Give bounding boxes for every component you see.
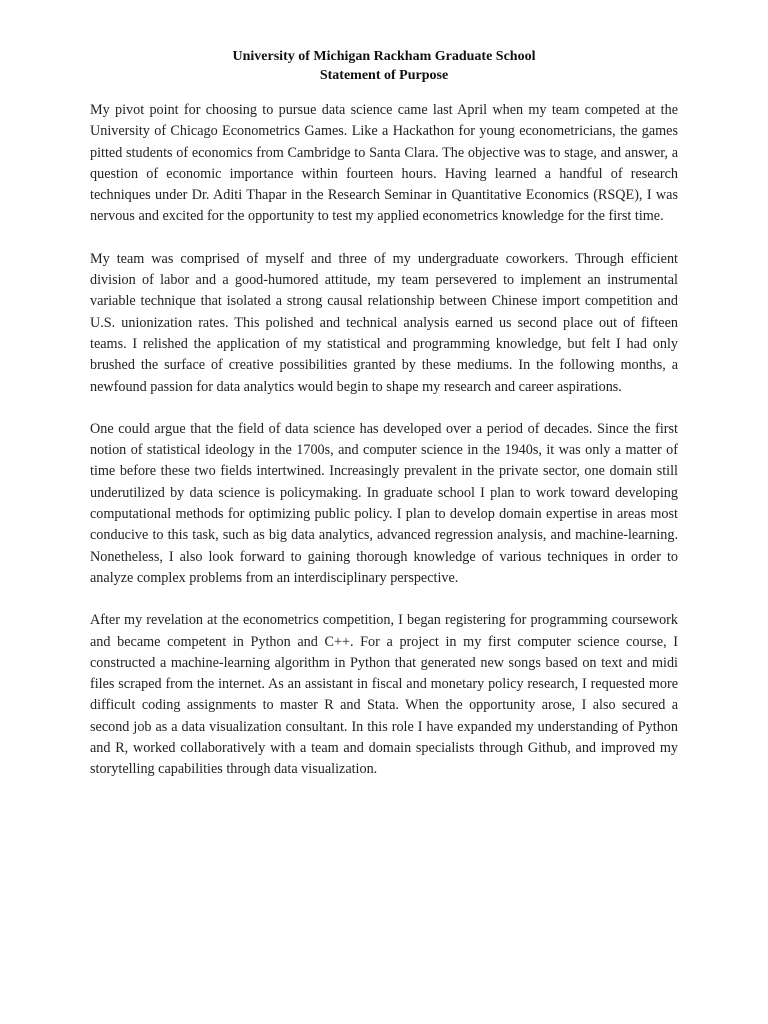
title-block xyxy=(90,47,678,85)
document-body xyxy=(90,100,678,802)
paragraph-1: My pivot point for choosing to pursue data science came last April when my team competed at the University of Chicago Econometrics Games. Like a Hackathon for young econometricians, the games pitted students of economics from Cambridge to Santa Clara. The objective was to stage, and answer, a question of economic importance within fourteen hours. Having learned a handful of research techniques under Dr. Aditi Thapar in the Research Seminar in Quantitative Economics (RSQE), I was nervous and excited for the opportunity to test my applied econometrics knowledge for the first time. xyxy=(90,102,678,225)
document-title: University of Michigan Rackham Graduate School xyxy=(232,49,536,64)
paragraph-2: My team was comprised of myself and three of my undergraduate coworkers. Through efficient division of labor and a good-humored attitude, my team persevered to implement an instrumental variable technique that isolated a strong causal relationship between Chinese import competition and U.S. unionization rates. This polished and technical analysis earned us second place out of fifteen teams. I relished the application of my statistical and programming knowledge, but felt I had only brushed the surface of creative possibilities granted by these mediums. In the following months, a newfound passion for data analytics would begin to shape my research and career aspirations. xyxy=(90,250,678,395)
document-subtitle: Statement of Purpose xyxy=(319,68,449,83)
paragraph-3: One could argue that the field of data science has developed over a period of decades. Since the first notion of statistical ideology in the 1700s, and computer science in the 1940s, it was only a matter of time before these two fields intertwined. Increasingly prevalent in the private sector, one domain still underutilized by data science is policymaking. In graduate school I plan to work toward developing computational methods for optimizing public policy. I plan to develop domain expertise in areas most conducive to this task, such as big data analytics, advanced regression analysis, and machine-learning. Nonetheless, I also look forward to gaining thorough knowledge of various techniques in order to analyze complex problems from an interdisciplinary perspective. xyxy=(90,420,678,586)
paragraph-4: After my revelation at the econometrics competition, I began registering for programming coursework and became competent in Python and C++. For a project in my first computer science course, I constructed a machine-learning algorithm in Python that generated new songs based on text and midi files scraped from the internet. As an assistant in fiscal and monetary policy research, I requested more difficult coding assignments to master R and Stata. When the opportunity arose, I also secured a second job as a data visualization consultant. In this role I have expanded my understanding of Python and R, worked collaboratively with a team and domain specialists through Github, and improved my storytelling capabilities through data visualization. xyxy=(90,612,678,778)
